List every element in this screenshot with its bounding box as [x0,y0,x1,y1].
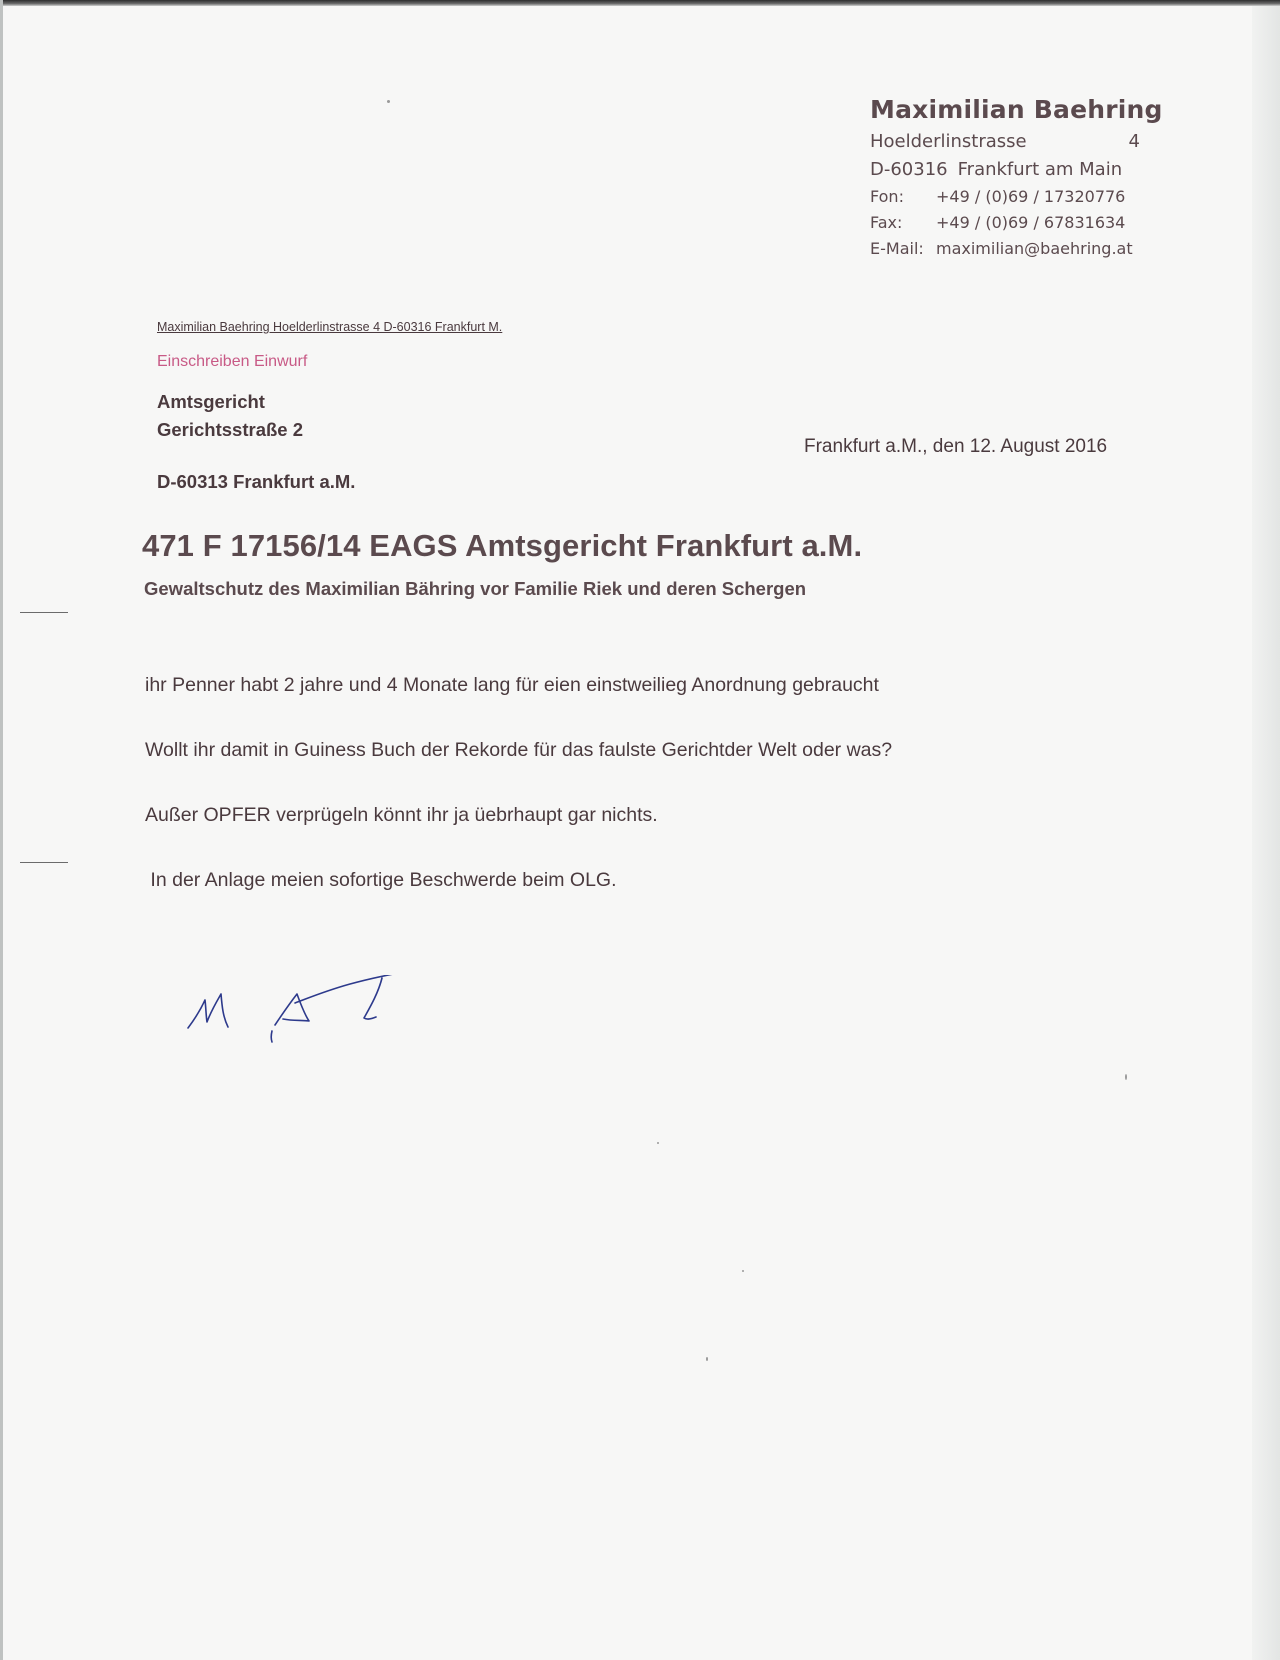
scan-speck [387,100,390,103]
date-line: Frankfurt a.M., den 12. August 2016 [804,436,1108,457]
signature-stroke-flourish [295,975,428,1019]
email-label: E-Mail: [870,239,924,258]
signature-stroke-a [275,994,309,1025]
recipient-street: Gerichtsstraße 2 [157,419,304,440]
scan-speck [657,1142,659,1144]
subject-subheading: Gewaltschutz des Maximilian Bähring vor Familie Riek und deren Schergen [144,578,807,599]
sender-letterhead [870,92,1163,262]
sender-email-row [870,236,1140,262]
recipient-address [157,388,355,496]
fax-label: Fax: [870,213,903,232]
fax-number: +49 / (0)69 / 67831634 [936,213,1126,232]
phone-number: +49 / (0)69 / 17320776 [936,187,1126,206]
scan-right-edge [1252,6,1280,1660]
body-paragraph-1: ihr Penner habt 2 jahre und 4 Monate lang für eien einstweilieg Anordnung gebraucht [145,674,879,696]
scan-speck [706,1357,708,1361]
sender-name: Maximilian Baehring [870,95,1163,124]
sender-city-line [870,156,1140,184]
body-paragraph-3: Außer OPFER verprügeln könnt ihr ja üebrhaupt gar nichts. [145,804,658,826]
handwritten-signature [180,975,440,1055]
scan-speck [742,1270,744,1272]
sender-street: Hoelderlinstrasse [870,131,1027,152]
fold-mark-upper [20,612,68,613]
phone-label: Fon: [870,187,904,206]
email-address: maximilian@baehring.at [936,239,1133,258]
signature-stroke-m [188,994,228,1028]
recipient-city: D-60313 Frankfurt a.M. [157,471,356,492]
delivery-note: Einschreiben Einwurf [157,353,308,370]
body-paragraph-4: In der Anlage meien sofortige Beschwerde beim OLG. [145,869,617,891]
sender-house-number: 4 [1128,131,1140,152]
sender-postal-code: D-60316 [870,159,948,180]
body-paragraph-2: Wollt ihr damit in Guiness Buch der Rekorde für das faulste Gerichtder Welt oder was? [145,739,893,761]
signature-stroke-tick [271,1031,272,1042]
scan-speck [1125,1074,1127,1080]
recipient-name: Amtsgericht [157,391,265,412]
fold-mark-lower [20,862,68,863]
subject-heading: 471 F 17156/14 EAGS Amtsgericht Frankfurt a.M. [142,528,863,563]
sender-city: Frankfurt am Main [957,159,1123,180]
sender-phone-row [870,184,1140,210]
return-address-line: Maximilian Baehring Hoelderlinstrasse 4 D-60316 Frankfurt M. [157,320,503,334]
sender-fax-row [870,210,1140,236]
sender-street-line [870,128,1140,156]
